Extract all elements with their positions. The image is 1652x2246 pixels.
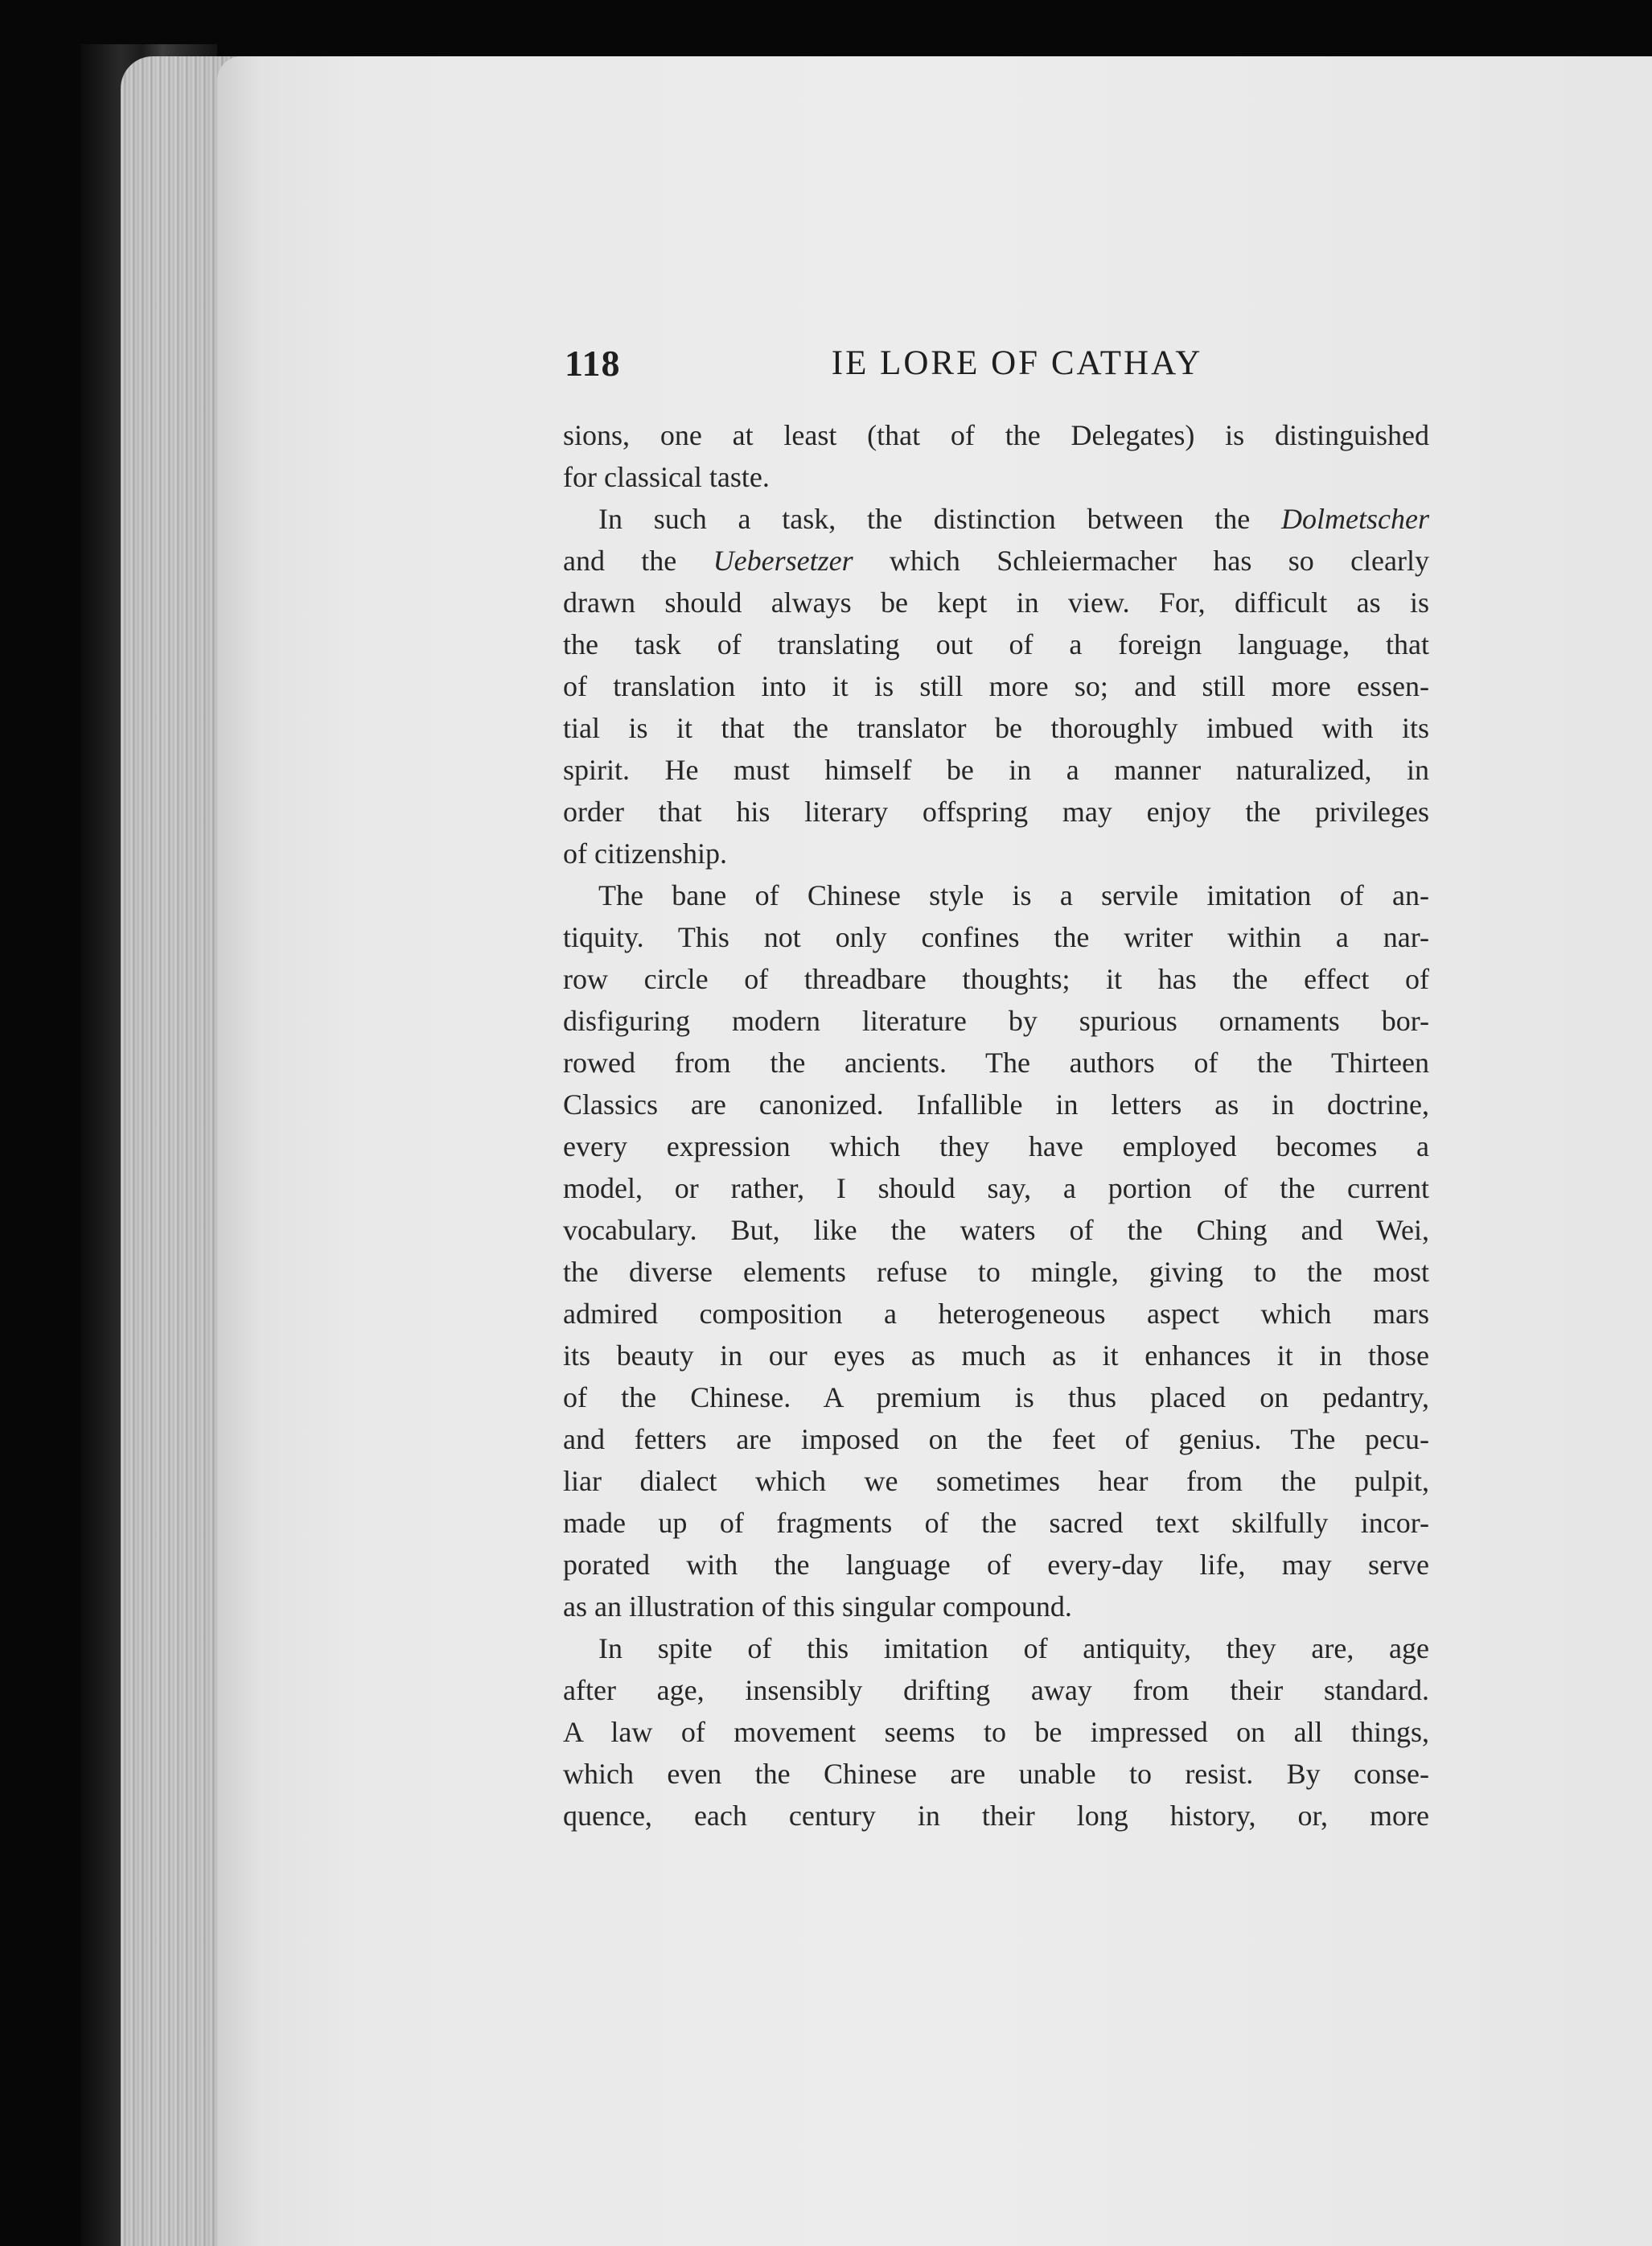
- text-line: [563, 1795, 1429, 1837]
- text-line: [563, 833, 1429, 874]
- text-line: [563, 791, 1429, 833]
- text-line: [563, 1167, 1429, 1209]
- line-text: which even the Chinese are unable to resist. By conse-: [563, 1758, 1429, 1790]
- text-line: [563, 1251, 1429, 1293]
- text-line: [563, 1376, 1429, 1418]
- line-text: and the: [563, 545, 713, 577]
- line-text: liar dialect which we sometimes hear from the pulpit,: [563, 1465, 1429, 1497]
- line-text: model, or rather, I should say, a portion of the current: [563, 1172, 1429, 1204]
- line-text: porated with the language of every-day life, may serve: [563, 1549, 1429, 1581]
- text-line: [563, 916, 1429, 958]
- page-header: [565, 342, 1449, 390]
- text-line: [563, 456, 1429, 498]
- text-line: [563, 874, 1429, 916]
- text-line: [563, 1753, 1429, 1795]
- text-line: [563, 1460, 1429, 1502]
- text-line: [563, 1084, 1429, 1125]
- line-text: admired composition a heterogeneous aspect which mars: [563, 1298, 1429, 1330]
- line-text: In such a task, the distinction between the: [598, 503, 1282, 535]
- line-text: of the Chinese. A premium is thus placed on pedantry,: [563, 1381, 1429, 1413]
- text-line: [563, 1627, 1429, 1669]
- line-text: after age, insensibly drifting away from their standard.: [563, 1674, 1429, 1706]
- line-text: In spite of this imitation of antiquity, they are, age: [598, 1632, 1429, 1664]
- text-line: [563, 1000, 1429, 1042]
- text-line: [563, 1544, 1429, 1586]
- text-line: [563, 1711, 1429, 1753]
- text-line: [563, 749, 1429, 791]
- line-text: spirit. He must himself be in a manner naturalized, in: [563, 754, 1429, 786]
- line-text: the diverse elements refuse to mingle, giving to the most: [563, 1256, 1429, 1288]
- line-text: of citizenship.: [563, 837, 727, 870]
- line-text: every expression which they have employed becomes a: [563, 1130, 1429, 1162]
- line-text: made up of fragments of the sacred text skilfully incor-: [563, 1507, 1429, 1539]
- page-number: 118: [565, 343, 621, 384]
- line-text: disfiguring modern literature by spurious ornaments bor-: [563, 1005, 1429, 1037]
- line-text: tiquity. This not only confines the writer within a nar-: [563, 921, 1429, 953]
- line-text: quence, each century in their long history, or, more: [563, 1800, 1429, 1832]
- line-text: sions, one at least (that of the Delegates) is distinguished: [563, 419, 1429, 451]
- text-line: [563, 1502, 1429, 1544]
- line-text: The bane of Chinese style is a servile imitation of an-: [598, 879, 1429, 911]
- text-line: [563, 540, 1429, 582]
- line-text: A law of movement seems to be impressed on all things,: [563, 1716, 1429, 1748]
- line-text: Classics are canonized. Infallible in letters as in doctrine,: [563, 1088, 1429, 1121]
- line-text: as an illustration of this singular compound.: [563, 1590, 1072, 1623]
- text-line: [563, 665, 1429, 707]
- text-line: [563, 1125, 1429, 1167]
- line-text-continued: which Schleiermacher has so clearly: [853, 545, 1429, 577]
- line-text: vocabulary. But, like the waters of the Ching and Wei,: [563, 1214, 1429, 1246]
- text-line: [563, 1293, 1429, 1335]
- text-line: [563, 1418, 1429, 1460]
- text-line: [563, 1209, 1429, 1251]
- line-text: of translation into it is still more so; and still more essen-: [563, 670, 1429, 702]
- line-text: for classical taste.: [563, 461, 770, 493]
- text-line: [563, 958, 1429, 1000]
- text-line: [563, 414, 1429, 456]
- text-line: [563, 1335, 1429, 1376]
- text-line: [563, 498, 1429, 540]
- line-text: rowed from the ancients. The authors of the Thirteen: [563, 1047, 1429, 1079]
- text-line: [563, 582, 1429, 623]
- text-line: [563, 707, 1429, 749]
- line-text: drawn should always be kept in view. For, difficult as is: [563, 586, 1429, 619]
- line-text: the task of translating out of a foreign language, that: [563, 628, 1429, 660]
- line-text: its beauty in our eyes as much as it enhances it in those: [563, 1339, 1429, 1372]
- italic-term: Dolmetscher: [1281, 503, 1429, 535]
- text-line: [563, 1586, 1429, 1627]
- body-text: [563, 414, 1429, 1837]
- running-title: IE LORE OF CATHAY: [820, 344, 1203, 382]
- line-text: order that his literary offspring may enjoy the privileges: [563, 796, 1429, 828]
- text-line: [563, 1669, 1429, 1711]
- text-line: [563, 1042, 1429, 1084]
- line-text: and fetters are imposed on the feet of genius. The pecu-: [563, 1423, 1429, 1455]
- line-text: tial is it that the translator be thoroughly imbued with its: [563, 712, 1429, 744]
- text-line: [563, 623, 1429, 665]
- line-text: row circle of threadbare thoughts; it has the effect of: [563, 963, 1429, 995]
- italic-term: Uebersetzer: [713, 545, 853, 577]
